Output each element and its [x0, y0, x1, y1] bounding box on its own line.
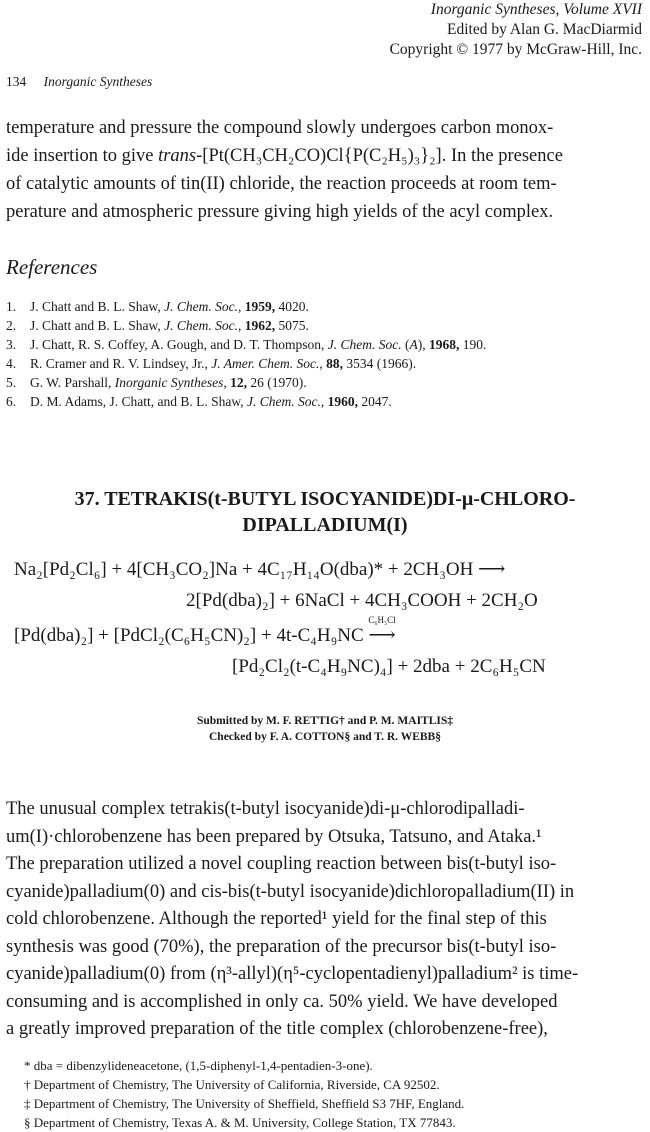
copyright-block [390, 0, 642, 60]
reference-item: 5. G. W. Parshall, Inorganic Syntheses, 12, 26 (1970). [6, 375, 307, 390]
reference-journal: Inorganic Syntheses [114, 375, 224, 390]
page-number: 134 [6, 74, 27, 89]
reference-pages: 4020. [275, 299, 309, 314]
equation-1-line-1: Na₂[Pd₂Cl₆] + 4[CH₃CO₂]Na + 4C₁₇H₁₄O(dba)* + 2CH₃OH ⟶ [14, 559, 506, 580]
equation-2-line-1 [14, 615, 396, 647]
body-line: The unusual complex tetrakis(t-butyl isocyanide)di-μ-chlorodipalladi- [6, 799, 525, 819]
reference-authors: J. Chatt, R. S. Coffey, A. Gough, and D. T. Thompson, [30, 337, 328, 352]
body-line: a greatly improved preparation of the title complex (chlorobenzene-free), [6, 1019, 548, 1039]
reference-item: 4. R. Cramer and R. V. Lindsey, Jr., J. Amer. Chem. Soc., 88, 3534 (1966). [6, 356, 417, 371]
reference-journal: J. Chem. Soc. [164, 299, 238, 314]
section-heading [0, 486, 650, 538]
section-heading-line: DIPALLADIUM(I) [242, 514, 408, 536]
equation-2-line-2: [Pd₂Cl₂(t-C₄H₉NC)₄] + 2dba + 2C₆H₅CN [232, 656, 546, 677]
body-paragraph [6, 796, 640, 1044]
reference-year: 1968, [429, 337, 460, 352]
reference-authors: D. M. Adams, J. Chatt, and B. L. Shaw, [30, 394, 247, 409]
intro-line [6, 142, 640, 170]
reference-item: 1. J. Chatt and B. L. Shaw, J. Chem. Soc., 1959, 4020. [6, 299, 309, 314]
reference-year: 1960, [327, 394, 358, 409]
footnote-dagger: † Department of Chemistry, The University of California, Riverside, CA 92502. [24, 1077, 440, 1092]
reference-authors: R. Cramer and R. V. Lindsey, Jr., [30, 356, 212, 371]
reference-authors: J. Chatt and B. L. Shaw, [30, 318, 165, 333]
reaction-arrow [368, 615, 396, 647]
body-line: synthesis was good (70%), the preparation of the precursor bis(t-butyl iso- [6, 936, 557, 957]
body-line: cold chlorobenzene. Although the reported¹ yield for the final step of this [6, 909, 547, 929]
catalyst-label: C₆H₅Cl [368, 615, 396, 625]
submitted-by: Submitted by M. F. RETTIG† and P. M. MAITLIS‡ [196, 715, 454, 727]
running-header [6, 74, 152, 90]
reference-pages: 190. [459, 337, 487, 352]
reference-item: 6. D. M. Adams, J. Chatt, and B. L. Shaw, J. Chem. Soc., 1960, 2047. [6, 394, 392, 409]
equation-2-reactants: [Pd(dba)₂] + [PdCl₂(C₆H₅CN)₂] + 4t-C₄H₉NC [14, 625, 364, 646]
footnote-double-dagger: ‡ Department of Chemistry, The University of Sheffield, Sheffield S3 7HF, England. [24, 1096, 465, 1111]
footnote-section: § Department of Chemistry, Texas A. & M. University, College Station, TX 77843. [24, 1115, 456, 1130]
reference-year: 1959, [244, 299, 276, 314]
reference-number: 3. [6, 337, 17, 352]
intro-line: temperature and pressure the compound slowly undergoes carbon monox- [6, 118, 554, 138]
reference-journal: J. Chem. Soc. [247, 394, 321, 409]
body-line: um(I)·chlorobenzene has been prepared by Otsuka, Tatsuno, and Ataka.¹ [6, 826, 542, 847]
reference-journal: J. Chem. Soc. [164, 318, 238, 333]
reference-authors: G. W. Parshall, [30, 375, 115, 390]
reference-pages: 26 (1970). [247, 375, 307, 390]
reference-volume: 12, [230, 375, 247, 390]
section-heading-line: 37. TETRAKIS(t-BUTYL ISOCYANIDE)DI-μ-CHLORO- [74, 488, 576, 510]
intro-text: ide insertion to give [6, 146, 159, 166]
intro-line: of catalytic amounts of tin(II) chloride, the reaction proceeds at room tem- [6, 174, 557, 194]
reference-journal: J. Chem. Soc. [327, 337, 402, 352]
intro-line: perature and atmospheric pressure giving high yields of the acyl complex. [6, 202, 554, 222]
copyright-line: Copyright © 1977 by McGraw-Hill, Inc. [389, 41, 642, 58]
reference-number: 2. [6, 318, 17, 333]
reference-pages: 2047. [357, 394, 392, 409]
reference-pages: 5075. [275, 318, 309, 333]
body-line: cyanide)palladium(0) from (η³-allyl)(η⁵-cyclopentadienyl)palladium² is time- [6, 964, 579, 984]
reference-section: A [409, 337, 418, 352]
reference-number: 1. [6, 299, 17, 314]
footnote-dba: * dba = dibenzylideneacetone, (1,5-diphenyl-1,4-pentadien-3-one). [24, 1058, 373, 1073]
references-heading: References [6, 255, 98, 279]
reference-number: 6. [6, 394, 17, 409]
intro-paragraph [6, 114, 640, 226]
body-line: consuming and is accomplished in only ca. 50% yield. We have developed [6, 991, 558, 1012]
reference-item: 2. J. Chatt and B. L. Shaw, J. Chem. Soc., 1962, 5075. [6, 318, 309, 333]
reference-journal: J. Amer. Chem. Soc. [211, 356, 320, 371]
reference-number: 5. [6, 375, 17, 390]
reference-volume: 88, [326, 356, 343, 371]
arrow-glyph: ⟶ [368, 625, 396, 646]
editor-line: Edited by Alan G. MacDiarmid [447, 21, 642, 38]
equation-1-line-2: 2[Pd(dba)₂] + 6NaCl + 4CH₃COOH + 2CH₂O [186, 590, 538, 611]
body-line: The preparation utilized a novel coupling reaction between bis(t-butyl iso- [6, 854, 557, 874]
running-title: Inorganic Syntheses [43, 74, 153, 89]
intro-formula: -[Pt(CH₃CH₂CO)Cl{P(C₂H₅)₃}₂]. In the presence [196, 146, 563, 166]
reference-item [6, 335, 486, 354]
reference-authors: J. Chatt and B. L. Shaw, [30, 299, 165, 314]
reference-pages: 3534 (1966). [342, 356, 417, 371]
volume-title: Inorganic Syntheses, Volume XVII [430, 1, 642, 18]
reference-paren: ( [401, 337, 410, 352]
reference-number: 4. [6, 356, 17, 371]
checked-by: Checked by F. A. COTTON§ and T. R. WEBB§ [209, 731, 441, 743]
intro-italic: trans [158, 146, 197, 166]
reference-year: 1962, [244, 318, 276, 333]
reference-paren: ), [417, 337, 429, 352]
body-line: cyanide)palladium(0) and cis-bis(t-butyl isocyanide)dichloropalladium(II) in [6, 881, 575, 902]
